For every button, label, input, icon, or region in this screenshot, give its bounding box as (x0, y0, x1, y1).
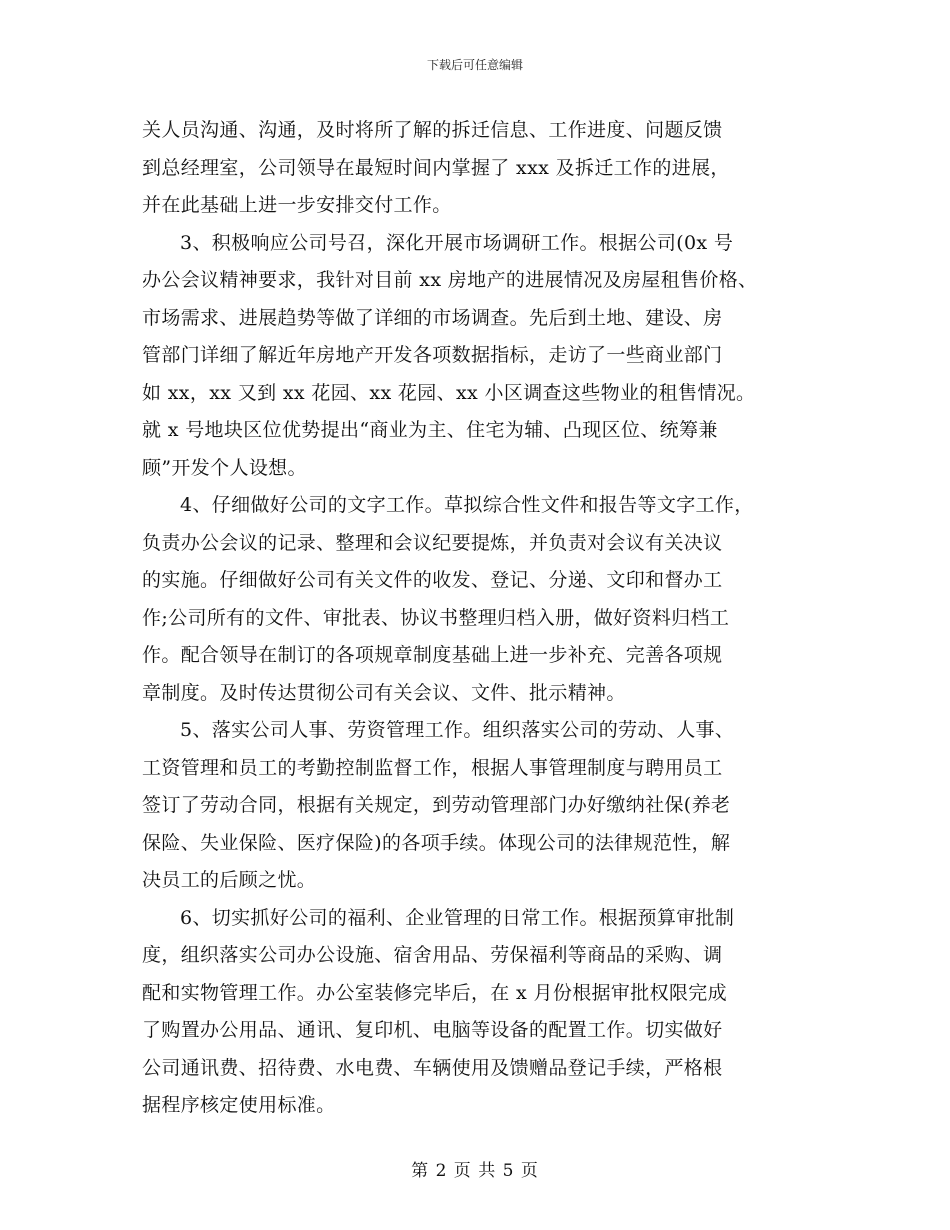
text-line: 办公会议精神要求，我针对目前 xx 房地产的进展情况及房屋租售价格、 (142, 269, 758, 291)
text-line: 章制度。及时传达贯彻公司有关会议、文件、批示精神。 (142, 681, 626, 704)
text-line: 就 x 号地块区位优势提出“商业为主、住宅为辅、凸现区位、统筹兼 (142, 419, 718, 441)
text-line: 的实施。仔细做好公司有关文件的收发、登记、分递、文印和督办工 (142, 569, 723, 591)
page-footer: 第 2 页 共 5 页 (411, 1161, 539, 1181)
text-line: 配和实物管理工作。办公室装修完毕后，在 x 月份根据审批权限完成 (142, 981, 727, 1004)
text-line: 5、落实公司人事、劳资管理工作。组织落实公司的劳动、人事、 (180, 719, 735, 741)
document-body (142, 112, 812, 1125)
text-line: 负责办公会议的记录、整理和会议纪要提炼，并负责对会议有关决议 (142, 531, 723, 554)
text-line: 6、切实抓好公司的福利、企业管理的日常工作。根据预算审批制 (180, 906, 735, 929)
text-line: 到总经理室，公司领导在最短时间内掌握了 xxx 及拆迁工作的进展， (142, 156, 730, 179)
page-header: 下载后可任意编辑 (426, 58, 523, 72)
text-line: 作。配合领导在制订的各项规章制度基础上进一步补充、完善各项规 (142, 644, 723, 666)
text-line: 保险、失业保险、医疗保险)的各项手续。体现公司的法律规范性，解 (142, 831, 731, 854)
text-line: 决员工的后顾之忧。 (142, 869, 317, 891)
text-line: 作;公司所有的文件、审批表、协议书整理归档入册，做好资料归档工 (142, 606, 730, 629)
text-line: 了购置办公用品、通讯、复印机、电脑等设备的配置工作。切实做好 (142, 1019, 723, 1041)
text-line: 据程序核定使用标准。 (142, 1094, 336, 1116)
text-line: 签订了劳动合同，根据有关规定，到劳动管理部门办好缴纳社保(养老 (142, 794, 731, 816)
text-line: 工资管理和员工的考勤控制监督工作，根据人事管理制度与聘用员工 (142, 756, 723, 779)
text-line: 市场需求、进展趋势等做了详细的市场调查。先后到土地、建设、房 (142, 306, 723, 329)
text-line: 并在此基础上进一步安排交付工作。 (142, 194, 452, 216)
text-line: 管部门详细了解近年房地产开发各项数据指标，走访了一些商业部门 (142, 344, 723, 366)
text-line: 度，组织落实公司办公设施、宿舍用品、劳保福利等商品的采购、调 (142, 944, 723, 966)
text-line: 如 xx，xx 又到 xx 花园、xx 花园、xx 小区调查这些物业的租售情况。 (142, 381, 756, 404)
text-line: 4、仔细做好公司的文字工作。草拟综合性文件和报告等文字工作， (180, 494, 754, 516)
text-line: 3、积极响应公司号召，深化开展市场调研工作。根据公司(0x 号 (180, 231, 734, 254)
text-line: 顾”开发个人设想。 (142, 456, 307, 479)
text-line: 关人员沟通、沟通，及时将所了解的拆迁信息、工作进度、问题反馈 (142, 119, 723, 141)
text-line: 公司通讯费、招待费、水电费、车辆使用及馈赠品登记手续，严格根 (142, 1056, 723, 1079)
